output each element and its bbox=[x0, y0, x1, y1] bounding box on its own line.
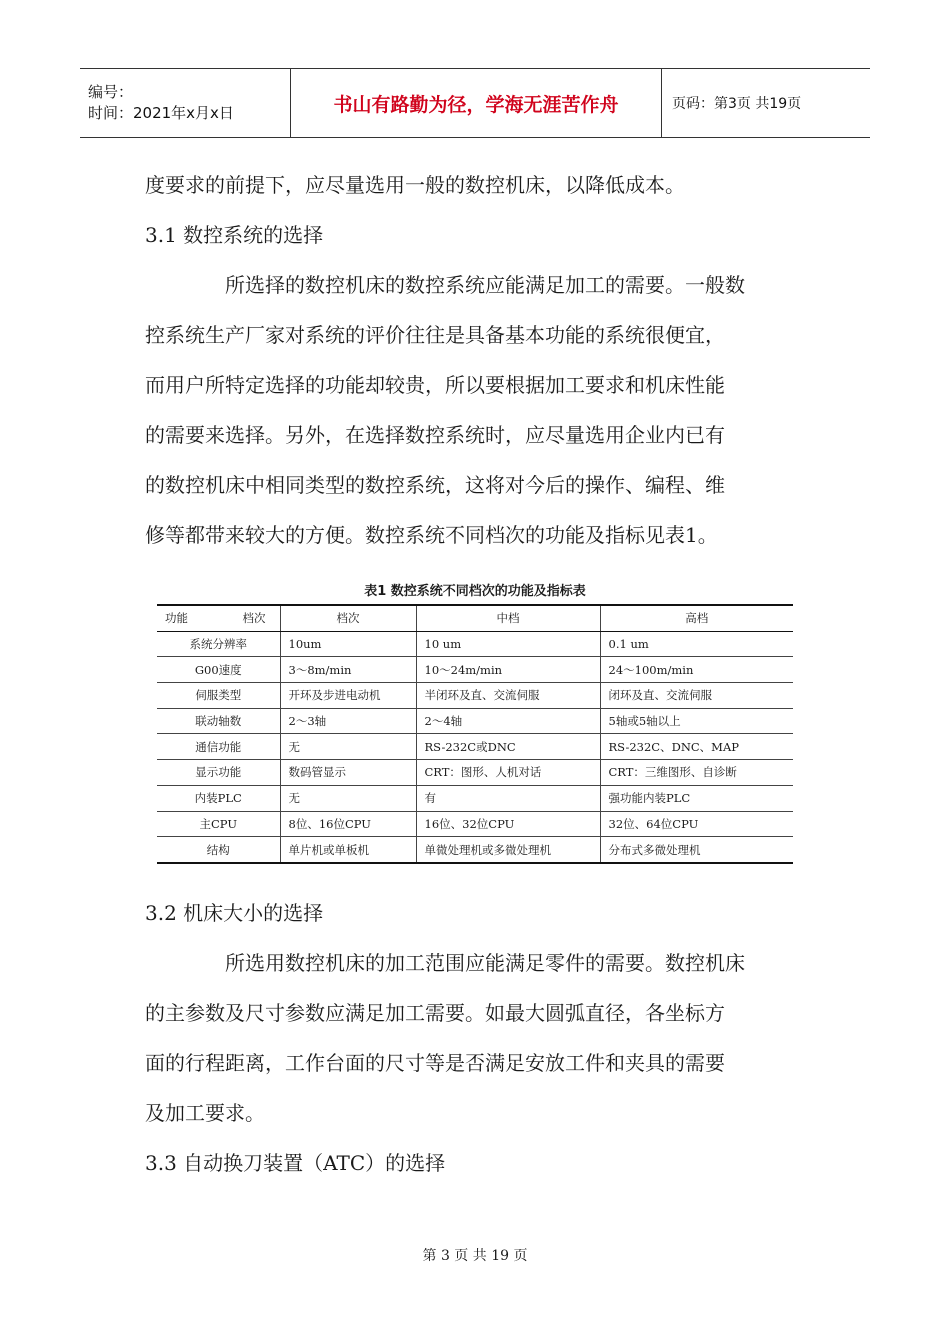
table-cell: 10～24m/min bbox=[416, 657, 600, 683]
header-page-info: 页码：第3页 共19页 bbox=[672, 96, 802, 112]
header-motto: 书山有路勤为径，学海无涯苦作舟 bbox=[290, 69, 662, 137]
table-cell: 闭环及直、交流伺服 bbox=[600, 683, 793, 709]
row-label: 系统分辨率 bbox=[157, 631, 280, 657]
document-number-label: 编号： bbox=[88, 83, 134, 101]
table-cell: 开环及步进电动机 bbox=[280, 683, 416, 709]
paragraph-intro: 度要求的前提下，应尽量选用一般的数控机床，以降低成本。 bbox=[145, 173, 685, 197]
page-header bbox=[80, 68, 870, 138]
column-header: 中档 bbox=[416, 605, 600, 631]
table-cell: RS-232C、DNC、MAP bbox=[600, 734, 793, 760]
table-cell: 半闭环及直、交流伺服 bbox=[416, 683, 600, 709]
spec-table bbox=[157, 604, 793, 864]
table-row bbox=[157, 760, 793, 786]
table-row bbox=[157, 785, 793, 811]
paragraph-line: 控系统生产厂家对系统的评价往往是具备基本功能的系统很便宜， bbox=[145, 323, 725, 347]
paragraph-line: 所选择的数控机床的数控系统应能满足加工的需要。一般数 bbox=[225, 273, 745, 297]
row-label: 通信功能 bbox=[157, 734, 280, 760]
table-cell: CRT：图形、人机对话 bbox=[416, 760, 600, 786]
table-cell: RS-232C或DNC bbox=[416, 734, 600, 760]
corner-grade-label: 档次 bbox=[242, 611, 266, 626]
table-row bbox=[157, 811, 793, 837]
table-cell: CRT：三维图形、自诊断 bbox=[600, 760, 793, 786]
table-row bbox=[157, 837, 793, 863]
section-upper bbox=[145, 160, 810, 560]
table-cell: 无 bbox=[280, 734, 416, 760]
row-label: 显示功能 bbox=[157, 760, 280, 786]
table-row bbox=[157, 683, 793, 709]
table-cell: 分布式多微处理机 bbox=[600, 837, 793, 863]
column-header: 档次 bbox=[280, 605, 416, 631]
page-footer: 第 3 页 共 19 页 bbox=[422, 1248, 528, 1264]
table-cell: 8位、16位CPU bbox=[280, 811, 416, 837]
table-cell: 5轴或5轴以上 bbox=[600, 708, 793, 734]
paragraph-line: 的主参数及尺寸参数应满足加工需要。如最大圆弧直径，各坐标方 bbox=[145, 1001, 725, 1025]
table-cell: 0.1 um bbox=[600, 631, 793, 657]
corner-function-label: 功能 bbox=[165, 611, 188, 626]
row-label: 主CPU bbox=[157, 811, 280, 837]
row-label: 内装PLC bbox=[157, 785, 280, 811]
paragraph-line: 的数控机床中相同类型的数控系统，这将对今后的操作、编程、维 bbox=[145, 473, 725, 497]
table-cell: 10um bbox=[280, 631, 416, 657]
table-cell: 单片机或单板机 bbox=[280, 837, 416, 863]
section-lower bbox=[145, 888, 810, 1188]
paragraph-line: 的需要来选择。另外，在选择数控系统时，应尽量选用企业内已有 bbox=[145, 423, 725, 447]
column-header: 高档 bbox=[600, 605, 793, 631]
table-caption: 表1 数控系统不同档次的功能及指标表 bbox=[364, 584, 586, 599]
paragraph-line: 而用户所特定选择的功能却较贵，所以要根据加工要求和机床性能 bbox=[145, 373, 725, 397]
row-label: 伺服类型 bbox=[157, 683, 280, 709]
paragraph-line: 所选用数控机床的加工范围应能满足零件的需要。数控机床 bbox=[225, 951, 745, 975]
heading-3-3: 3.3 自动换刀装置（ATC）的选择 bbox=[145, 1151, 446, 1175]
heading-3-1: 3.1 数控系统的选择 bbox=[145, 223, 324, 247]
table-cell: 无 bbox=[280, 785, 416, 811]
table-row bbox=[157, 657, 793, 683]
table-cell: 单微处理机或多微处理机 bbox=[416, 837, 600, 863]
document-time-label: 时间：2021年x月x日 bbox=[88, 104, 234, 122]
row-label: 联动轴数 bbox=[157, 708, 280, 734]
table-header-row bbox=[157, 605, 793, 631]
paragraph-line: 及加工要求。 bbox=[145, 1101, 265, 1125]
table-cell: 32位、64位CPU bbox=[600, 811, 793, 837]
table-row bbox=[157, 734, 793, 760]
table-cell: 2～4轴 bbox=[416, 708, 600, 734]
table-cell: 3～8m/min bbox=[280, 657, 416, 683]
paragraph-line: 修等都带来较大的方便。数控系统不同档次的功能及指标见表1。 bbox=[145, 523, 718, 547]
table-cell: 有 bbox=[416, 785, 600, 811]
table-cell: 数码管显示 bbox=[280, 760, 416, 786]
paragraph-line: 面的行程距离，工作台面的尺寸等是否满足安放工件和夹具的需要 bbox=[145, 1051, 725, 1075]
table-cell: 24～100m/min bbox=[600, 657, 793, 683]
row-label: G00速度 bbox=[157, 657, 280, 683]
table-row bbox=[157, 708, 793, 734]
table-cell: 10 um bbox=[416, 631, 600, 657]
table-cell: 16位、32位CPU bbox=[416, 811, 600, 837]
header-corner-cell bbox=[157, 605, 280, 631]
table-row bbox=[157, 631, 793, 657]
table-cell: 2～3轴 bbox=[280, 708, 416, 734]
table-cell: 强功能内装PLC bbox=[600, 785, 793, 811]
heading-3-2: 3.2 机床大小的选择 bbox=[145, 901, 324, 925]
header-meta bbox=[80, 69, 290, 137]
row-label: 结构 bbox=[157, 837, 280, 863]
